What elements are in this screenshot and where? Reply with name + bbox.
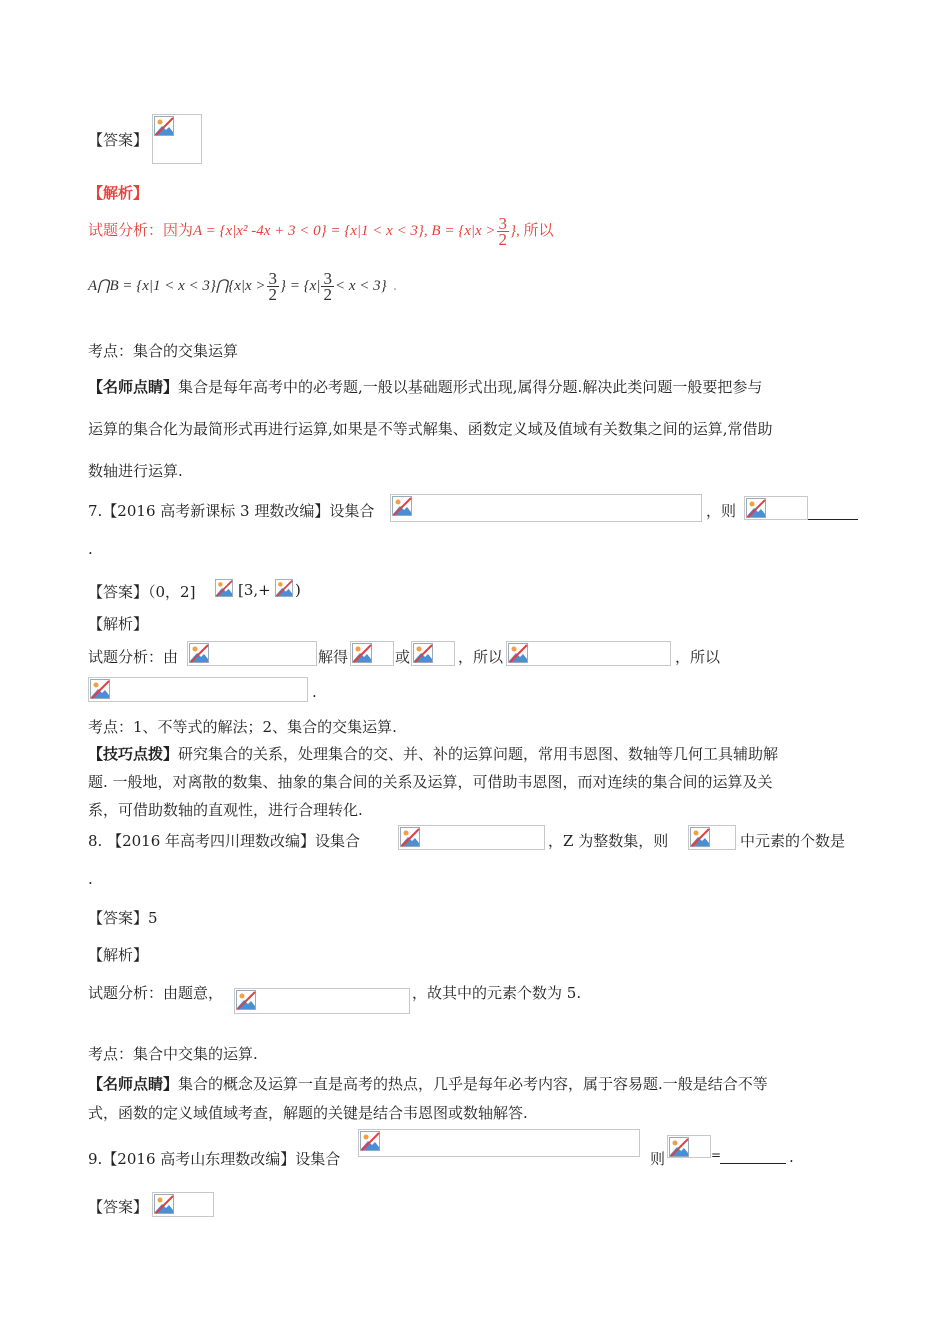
answer-label: 【答案】 [88, 131, 149, 149]
broken-image [667, 1135, 711, 1158]
jiexi-label: 【解析】 [88, 946, 149, 964]
answer-part-b: [3,+ [238, 581, 271, 599]
answer-blank[interactable] [808, 519, 858, 520]
broken-image-icon [360, 1131, 380, 1151]
q8-analysis-a: 试题分析：由题意， [88, 984, 224, 1002]
mingshi-text: 集合是每年高考中的必考题,一般以基础题形式出现,属得分题.解决此类问题一般要把参与 [178, 378, 763, 396]
broken-image-icon [154, 116, 174, 136]
intersection-formula-c: < x < 3} [334, 278, 387, 294]
broken-image-icon [400, 827, 420, 847]
q7-analysis-a: 试题分析：由 [88, 648, 179, 666]
frac-den: 2 [323, 284, 332, 304]
q9-equals: = [711, 1148, 722, 1162]
q7-analysis-dot: . [312, 683, 317, 701]
broken-image-icon [392, 496, 412, 516]
q7-stem-b: ，则 [706, 502, 737, 520]
broken-image-icon [189, 643, 209, 663]
fraction-3-2-c [321, 268, 334, 304]
jiqiao-line-3: 系，可借助数轴的直观性，进行合理转化. [88, 801, 363, 819]
jiexi-label: 【解析】 [88, 184, 149, 202]
broken-image-icon [275, 579, 293, 597]
broken-image-icon [215, 579, 233, 597]
broken-image-icon [352, 643, 372, 663]
analysis-prefix: 试题分析：因为 [88, 221, 194, 239]
q7-answer [88, 581, 195, 602]
broken-image [411, 641, 455, 666]
q7-analysis-c: 或 [395, 648, 411, 666]
formula-end: }, [510, 223, 524, 239]
jiqiao-label: 【技巧点拨】 [88, 745, 179, 763]
q7-analysis-d: ，所以 [458, 648, 504, 666]
frac-num: 3 [498, 213, 508, 233]
q9-answer-label: 【答案】 [88, 1198, 149, 1216]
q9-stem-b: 则 [650, 1150, 666, 1168]
q8-stem-c: 中元素的个数是 [740, 832, 846, 850]
broken-image [506, 641, 671, 666]
mingshi-line-2: 式，函数的定义域值域考查，解题的关键是结合韦恩图或数轴解答. [88, 1104, 528, 1122]
q8-answer: 【答案】5 [88, 909, 158, 927]
analysis-line-2 [88, 268, 397, 302]
jiexi-label: 【解析】 [88, 615, 149, 633]
q8-analysis-b: ，故其中的元素个数为 5. [412, 984, 582, 1002]
broken-image [390, 494, 702, 522]
broken-image [358, 1129, 640, 1157]
broken-image [350, 641, 394, 666]
analysis-suffix: 所以 [523, 221, 554, 239]
answer-blank[interactable] [720, 1163, 786, 1164]
broken-image [744, 496, 808, 520]
broken-image-icon [746, 498, 766, 518]
mingshi-line-2: 运算的集合化为最简形式再进行运算,如果是不等式解集、函数定义域及值域有关数集之间的运算,常借助 [88, 420, 773, 438]
q7-stem: 7.【2016 高考新课标 3 理数改编】设集合 [88, 502, 375, 520]
broken-image-icon [236, 990, 256, 1010]
mingshi-label: 【名师点睛】 [88, 1075, 179, 1093]
kaodian: 考点：1、不等式的解法；2、集合的交集运算. [88, 718, 397, 736]
analysis-line-1 [88, 213, 554, 247]
q9-stem-dot: . [789, 1148, 794, 1166]
broken-image-icon [154, 1194, 174, 1214]
mingshi-line-1 [88, 1073, 768, 1094]
intersection-formula-a: A⋂B = {x|1 < x < 3}⋂{x|x > [88, 278, 266, 294]
kaodian: 考点：集合的交集运算 [88, 342, 239, 360]
q7-analysis-e: ，所以 [675, 648, 721, 666]
q8-stem: 8. 【2016 年高考四川理数改编】设集合 [88, 832, 361, 850]
broken-image-icon [669, 1137, 689, 1157]
period: . [392, 276, 398, 294]
intersection-formula-b: } = {x| [280, 278, 321, 294]
q8-stem-b: ，Z 为整数集，则 [548, 832, 669, 850]
frac-den: 2 [498, 229, 508, 249]
broken-image-icon [90, 679, 110, 699]
frac-num: 3 [268, 268, 278, 288]
formula-a-b: A = {x|x² -4x + 3 < 0} = {x|1 < x < 3}, B = {x|x > [193, 223, 496, 239]
jiqiao-text: 研究集合的关系，处理集合的交、并、补的运算问题，常用韦恩图、数轴等几何工具辅助解 [178, 745, 779, 763]
mingshi-line-3: 数轴进行运算. [88, 462, 183, 480]
answer-part-a: （0，2] [148, 583, 196, 601]
answer-part-c: ) [295, 581, 301, 599]
jiqiao-line-1 [88, 743, 778, 764]
kaodian: 考点：集合中交集的运算. [88, 1045, 258, 1063]
broken-image [152, 114, 202, 164]
q7-stem-dot: . [88, 540, 93, 558]
mingshi-line-1 [88, 376, 762, 397]
broken-image [214, 578, 232, 598]
frac-num: 3 [323, 268, 332, 288]
broken-image [187, 641, 317, 666]
q9-stem: 9.【2016 高考山东理数改编】设集合 [88, 1150, 341, 1168]
jiqiao-line-2: 题. 一般地，对离散的数集、抽象的集合间的关系及运算，可借助韦恩图，而对连续的集合间的运算及关 [88, 773, 773, 791]
frac-den: 2 [268, 284, 278, 304]
answer-label: 【答案】 [88, 583, 149, 601]
broken-image-icon [508, 643, 528, 663]
broken-image [152, 1192, 214, 1217]
broken-image [688, 825, 736, 850]
broken-image [398, 825, 545, 850]
q7-analysis-b: 解得 [318, 648, 349, 666]
broken-image [88, 677, 308, 702]
broken-image [274, 578, 294, 598]
fraction-3-2 [497, 213, 510, 249]
fraction-3-2-b [267, 268, 280, 304]
mingshi-label: 【名师点睛】 [88, 378, 179, 396]
broken-image [234, 988, 410, 1014]
q8-stem-dot: . [88, 870, 93, 888]
broken-image-icon [690, 827, 710, 847]
mingshi-text: 集合的概念及运算一直是高考的热点，几乎是每年必考内容，属于容易题.一般是结合不等 [178, 1075, 768, 1093]
broken-image-icon [413, 643, 433, 663]
